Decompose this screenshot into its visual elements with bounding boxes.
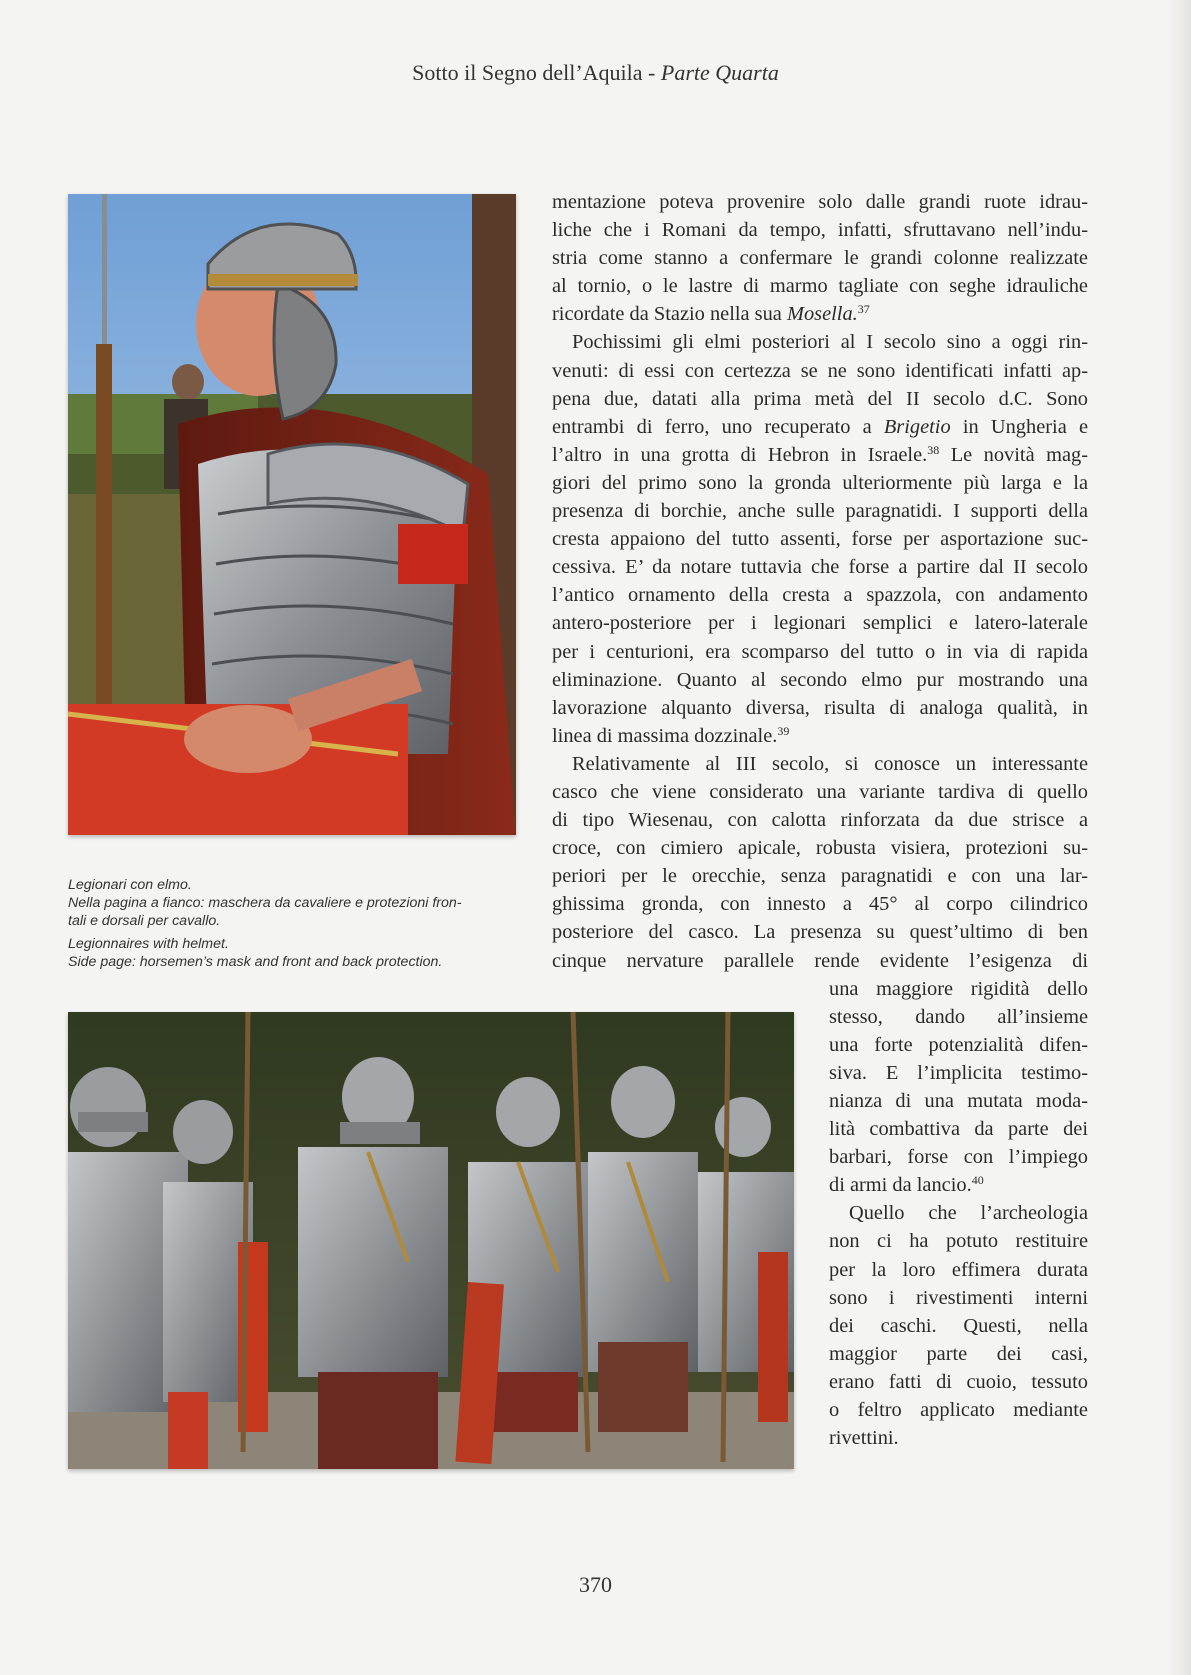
text-line: pena due, datati alla prima metà del II secolo d.C. Sono bbox=[552, 387, 1088, 410]
text-line: eliminazione. Quanto al secondo elmo pur mostrando una bbox=[552, 668, 1088, 691]
page-edge bbox=[1167, 0, 1191, 1675]
text-line: giori del primo sono la gronda ulteriormente più larga e la bbox=[552, 471, 1088, 494]
paragraph bbox=[552, 188, 1088, 328]
text-line bbox=[552, 722, 1088, 750]
part-title: Parte Quarta bbox=[660, 60, 779, 85]
text-run: entrambi di ferro, uno recuperato a bbox=[552, 415, 884, 438]
text-line: dei caschi. Questi, nella bbox=[829, 1314, 1088, 1337]
footnote-ref: 39 bbox=[777, 723, 790, 738]
place-name: Brigetio bbox=[883, 415, 951, 438]
text-line bbox=[552, 441, 1088, 469]
text-line: una forte potenzialità difen- bbox=[829, 1033, 1088, 1056]
paragraph bbox=[552, 1199, 1088, 1452]
text-line: non ci ha potuto restituire bbox=[829, 1230, 1088, 1253]
footnote-ref: 40 bbox=[971, 1173, 984, 1188]
text-line: per la loro effimera durata bbox=[829, 1258, 1088, 1281]
text-line: liche che i Romani da tempo, infatti, sfruttavano nell’indu- bbox=[552, 219, 1088, 242]
caption-en-line: Legionnaires with helmet. bbox=[68, 936, 229, 952]
text-line: nianza di una mutata moda- bbox=[829, 1090, 1088, 1112]
text-line: cessiva. E’ da notare tuttavia che forse a partire dal II secolo bbox=[552, 556, 1088, 579]
text-line: l’antico ornamento della cresta a spazzola, con andamento bbox=[552, 584, 1088, 607]
text-run: linea di massima dozzinale. bbox=[552, 724, 778, 747]
paragraph bbox=[552, 750, 1088, 1200]
text-line: lavorazione alquanto diversa, risulta di analoga qualità, in bbox=[552, 696, 1088, 719]
text-run: in Ungheria e bbox=[950, 415, 1088, 438]
text-line: cinque nervature parallele rende evidente l’esigenza di bbox=[552, 949, 1088, 972]
caption-it-line: Legionari con elmo. bbox=[68, 877, 192, 893]
text-line: periori per le orecchie, senza paragnatidi e con una lar- bbox=[552, 865, 1088, 888]
text-line bbox=[829, 1171, 1088, 1199]
caption-it-line: tali e dorsali per cavallo. bbox=[68, 913, 221, 929]
page-number: 370 bbox=[579, 1572, 612, 1597]
text-line: o feltro applicato mediante bbox=[829, 1399, 1088, 1422]
text-line: Pochissimi gli elmi posteriori al I secolo sino a oggi rin- bbox=[572, 331, 1088, 354]
body-text bbox=[552, 188, 1088, 1452]
text-line: cresta appaiono del tutto assenti, forse per asportazione suc- bbox=[552, 528, 1088, 551]
text-line: al tornio, o le lastre di marmo tagliate con seghe idrauliche bbox=[552, 275, 1088, 298]
text-line: siva. E l’implicita testimo- bbox=[829, 1061, 1088, 1084]
paragraph bbox=[552, 328, 1088, 749]
text-line: antero-posteriore per i legionari semplici e latero-laterale bbox=[552, 612, 1088, 635]
text-run: di armi da lancio. bbox=[829, 1174, 972, 1197]
text-line: per i centurioni, era scomparso del tutto o in via di rapida bbox=[552, 640, 1088, 663]
text-line: presenza di borchie, anche sulle paragnatidi. I supporti della bbox=[552, 500, 1088, 523]
text-line: stria come stanno a confermare le grandi colonne realizzate bbox=[552, 247, 1088, 270]
legionary-portrait-photo bbox=[68, 194, 516, 835]
text-line bbox=[552, 413, 1088, 441]
text-line: mentazione poteva provenire solo dalle grandi ruote idrau- bbox=[552, 191, 1088, 213]
footnote-ref: 37 bbox=[857, 302, 870, 317]
text-line: stesso, dando all’insieme bbox=[829, 1005, 1088, 1028]
text-line: di tipo Wiesenau, con calotta rinforzata da due strisce a bbox=[552, 809, 1088, 832]
book-title: Sotto il Segno dell’Aquila bbox=[412, 60, 643, 85]
text-line: croce, con cimiero apicale, robusta visiera, protezioni su- bbox=[552, 837, 1088, 860]
text-line: una maggiore rigidità dello bbox=[829, 977, 1088, 1000]
text-line: posteriore del casco. La presenza su quest’ultimo di ben bbox=[552, 921, 1088, 944]
footnote-ref: 38 bbox=[927, 442, 940, 457]
text-line: ghissima gronda, con innesto a 45° al corpo cilindrico bbox=[552, 893, 1088, 916]
text-line: casco che viene considerato una variante tardiva di quello bbox=[552, 780, 1088, 803]
text-run: Le novità mag- bbox=[939, 443, 1088, 466]
text-line: Relativamente al III secolo, si conosce un interessante bbox=[572, 752, 1088, 775]
caption-en-line: Side page: horsemen’s mask and front and back protection. bbox=[68, 954, 443, 970]
text-line: venuti: di essi con certezza se ne sono identificati infatti ap- bbox=[552, 359, 1088, 382]
text-line: lità combattiva da parte dei bbox=[829, 1118, 1088, 1141]
text-line bbox=[552, 300, 1088, 328]
text-line: barbari, forse con l’impiego bbox=[829, 1146, 1088, 1169]
header-separator: - bbox=[648, 60, 656, 85]
text-line: maggior parte dei casi, bbox=[829, 1342, 1088, 1365]
text-run: l’altro in una grotta di Hebron in Israele. bbox=[552, 443, 928, 466]
work-title: Mosella. bbox=[786, 303, 858, 326]
caption-it-line: Nella pagina a fianco: maschera da cavaliere e protezioni fron- bbox=[68, 895, 462, 911]
text-run: ricordate da Stazio nella sua bbox=[552, 303, 787, 326]
text-line: Quello che l’archeologia bbox=[849, 1202, 1088, 1225]
photo-caption bbox=[68, 876, 528, 971]
text-line: rivettini. bbox=[829, 1427, 899, 1450]
text-line: sono i rivestimenti interni bbox=[829, 1286, 1088, 1309]
running-head bbox=[0, 60, 1191, 86]
text-line: erano fatti di cuoio, tessuto bbox=[829, 1370, 1088, 1393]
